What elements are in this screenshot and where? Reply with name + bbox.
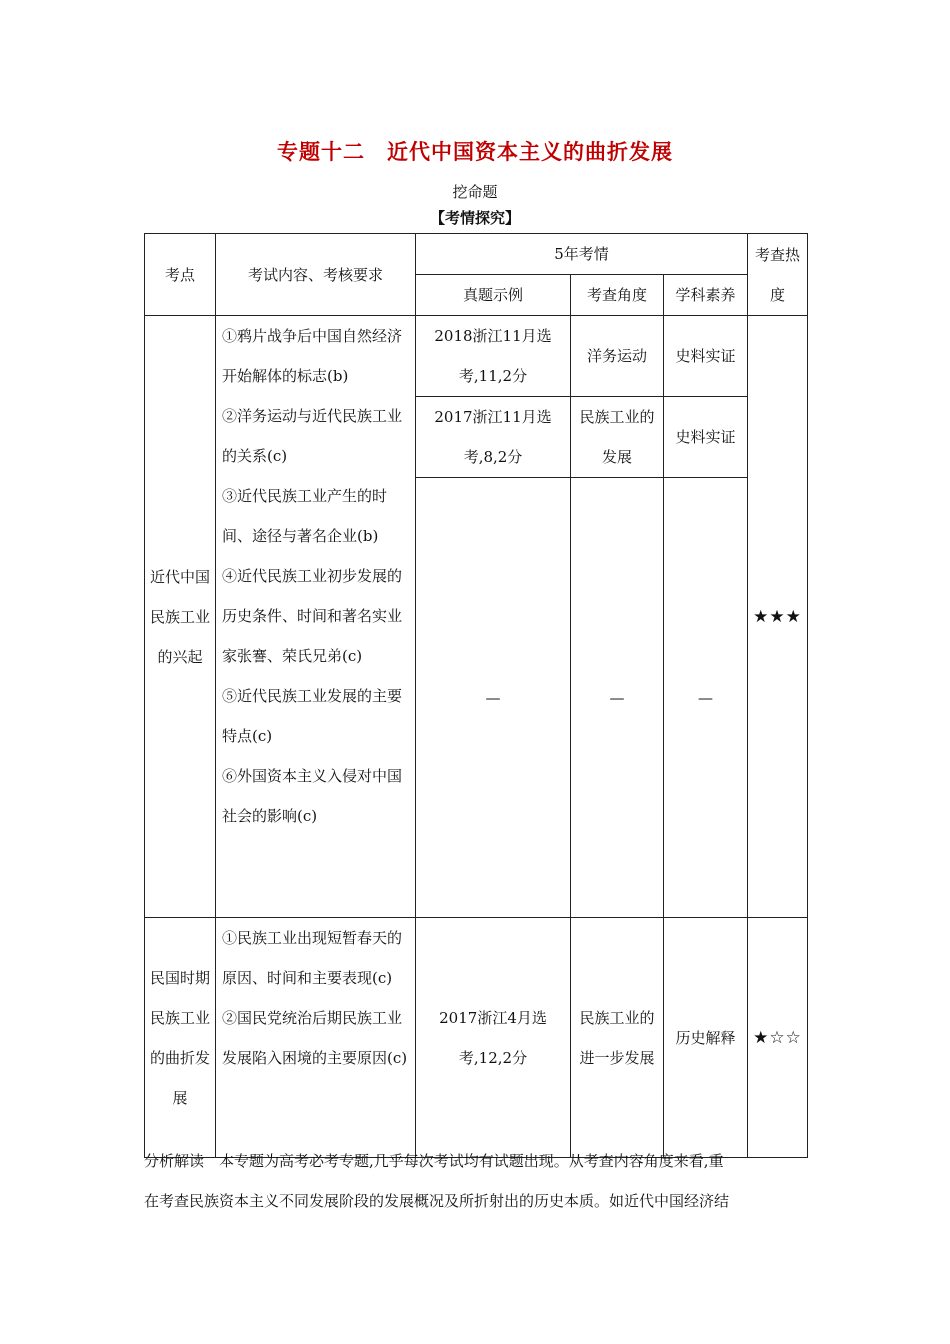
analysis-label: 分析解读: [144, 1152, 205, 1170]
requirements-cell: [216, 918, 416, 1158]
requirement-item: ⑥外国资本主义入侵对中国社会的影响(c): [222, 767, 403, 825]
exam-literacy: —: [664, 478, 748, 918]
exam-angle: —: [571, 478, 664, 918]
header-angle: 考查角度: [571, 275, 664, 316]
exam-angle: 民族工业的发展: [571, 397, 664, 478]
requirement-item: ④近代民族工业初步发展的历史条件、时间和著名实业家张謇、荣氏兄弟(c): [222, 567, 403, 665]
requirement-item: ①鸦片战争后中国自然经济开始解体的标志(b): [222, 327, 403, 385]
analysis-line-2: 在考查民族资本主义不同发展阶段的发展概况及所折射出的历史本质。如近代中国经济结: [144, 1192, 730, 1210]
exam-analysis-table: [144, 233, 808, 1158]
header-requirements: 考试内容、考核要求: [216, 234, 416, 316]
header-literacy: 学科素养: [664, 275, 748, 316]
exam-example: 2018浙江11月选考,11,2分: [416, 316, 571, 397]
header-topic: 考点: [145, 234, 216, 316]
requirement-item: ②国民党统治后期民族工业发展陷入困境的主要原因(c): [222, 1009, 408, 1067]
requirement-item: ⑤近代民族工业发展的主要特点(c): [222, 687, 403, 745]
topic-cell: 近代中国民族工业的兴起: [145, 316, 216, 918]
exam-example: —: [416, 478, 571, 918]
analysis-text-1: 本专题为高考必考专题,几乎每次考试均有试题出现。从考查内容角度来看,重: [219, 1152, 724, 1170]
requirement-item: ③近代民族工业产生的时间、途径与著名企业(b): [222, 487, 388, 545]
heat-rating: ★☆☆: [748, 918, 808, 1158]
analysis-line-1: [144, 1141, 807, 1181]
section-subtitle: 挖命题: [452, 183, 498, 201]
requirements-cell: [216, 316, 416, 918]
exam-literacy: 史料实证: [664, 397, 748, 478]
exam-angle: 民族工业的进一步发展: [571, 918, 664, 1158]
exam-example: 2017浙江11月选考,8,2分: [416, 397, 571, 478]
section-heading: 【考情探究】: [429, 209, 520, 227]
exam-example: 2017浙江4月选考,12,2分: [416, 918, 571, 1158]
exam-angle: 洋务运动: [571, 316, 664, 397]
page-title: 专题十二 近代中国资本主义的曲折发展: [277, 140, 673, 164]
header-five-year: 5年考情: [416, 234, 748, 275]
topic-cell: 民国时期民族工业的曲折发展: [145, 918, 216, 1158]
requirement-item: ①民族工业出现短暂春天的原因、时间和主要表现(c): [222, 929, 403, 987]
heat-rating: ★★★: [748, 316, 808, 918]
header-example: 真题示例: [416, 275, 571, 316]
exam-literacy: 史料实证: [664, 316, 748, 397]
header-heat: 考查热度: [748, 234, 808, 316]
exam-literacy: 历史解释: [664, 918, 748, 1158]
requirement-item: ②洋务运动与近代民族工业的关系(c): [222, 407, 403, 465]
